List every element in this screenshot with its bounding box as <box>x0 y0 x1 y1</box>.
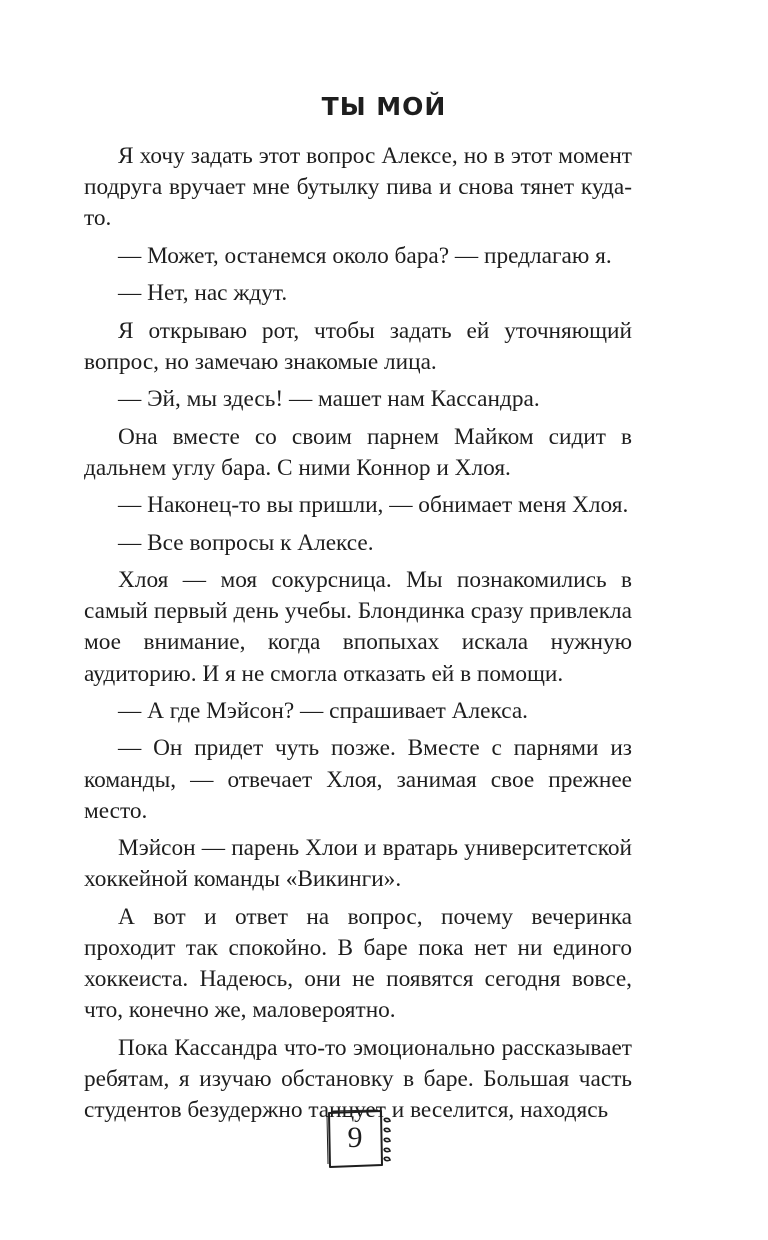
paragraph: — Эй, мы здесь! — машет нам Кассандра. <box>118 386 540 413</box>
body-text <box>84 141 632 1133</box>
paragraph: Я открываю рот, чтобы задать ей уточняющий вопрос, но замечаю знакомые лица. <box>84 317 632 375</box>
paragraph: Хлоя — моя сокурсница. Мы познакомились в самый первый день учебы. Блондинка сразу привлекла мое внимание, когда впопыхах искала нужную аудиторию. И я не смогла отказать ей в помощи. <box>84 566 632 687</box>
paragraph: — Наконец-то вы пришли, — обнимает меня Хлоя. <box>118 492 629 519</box>
paragraph: — Нет, нас ждут. <box>118 280 288 307</box>
page-number-badge <box>324 1107 392 1173</box>
paragraph: Я хочу задать этот вопрос Алексе, но в этот момент подруга вручает мне бутылку пива и снова тянет куда-то. <box>84 143 632 232</box>
paragraph: — А где Мэйсон? — спрашивает Алекса. <box>118 697 529 724</box>
running-title: ТЫ МОЙ <box>321 92 447 121</box>
paragraph: — Все вопросы к Алексе. <box>118 529 374 556</box>
paragraph: Она вместе со своим парнем Майком сидит в дальнем углу бара. С ними Коннор и Хлоя. <box>84 423 632 481</box>
paragraph: А вот и ответ на вопрос, почему вечеринка проходит так спокойно. В баре пока нет ни единого хоккеиста. Надеюсь, они не появятся сегодня вовсе, что, конечно же, маловероятно. <box>84 903 632 1024</box>
paragraph: — Может, останемся около бара? — предлагаю я. <box>118 242 612 269</box>
paragraph: Пока Кассандра что-то эмоционально рассказывает ребятам, я изучаю обстановку в баре. Большая часть студентов безудержно танцует и веселится, находясь <box>84 1034 632 1124</box>
paragraph: Мэйсон — парень Хлои и вратарь университетской хоккейной команды «Викинги». <box>84 835 632 893</box>
page-number: 9 <box>347 1121 363 1154</box>
paragraph: — Он придет чуть позже. Вместе с парнями из команды, — отвечает Хлоя, занимая свое прежнее место. <box>84 735 632 824</box>
